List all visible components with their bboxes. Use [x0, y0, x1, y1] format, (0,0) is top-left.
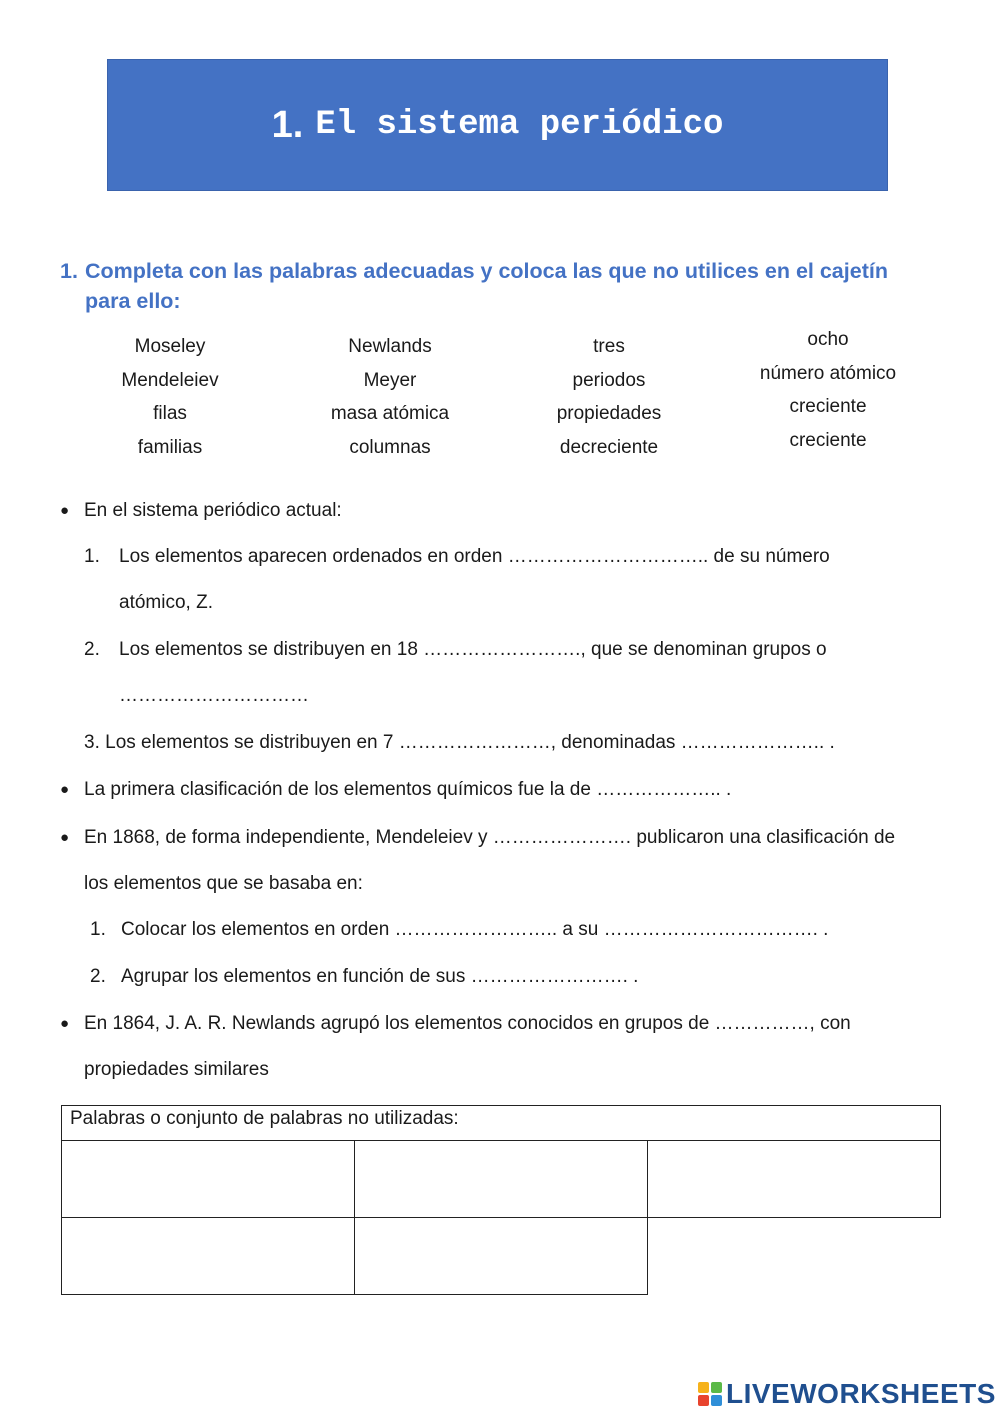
title-banner: [107, 59, 888, 191]
question-text: Completa con las palabras adecuadas y coloca las que no utilices en el cajetín para ello:: [85, 259, 888, 313]
word-bank-item[interactable]: decreciente: [559, 436, 659, 458]
word-bank-item[interactable]: masa atómica: [330, 403, 450, 424]
word-bank-item[interactable]: Newlands: [348, 336, 432, 357]
list-number: 1.: [84, 546, 100, 567]
answer-drop-cell[interactable]: [62, 1141, 355, 1218]
bullet-icon: ●: [60, 781, 70, 798]
sentence-line: atómico, Z.: [119, 592, 213, 613]
bullet-icon: ●: [60, 1015, 70, 1032]
word-bank-item[interactable]: número atómico: [759, 362, 897, 384]
logo-square: [711, 1395, 722, 1406]
answer-drop-cell[interactable]: [355, 1218, 648, 1295]
word-bank-item[interactable]: familias: [137, 436, 203, 458]
bullet-text: En 1864, J. A. R. Newlands agrupó los elementos conocidos en grupos de ……………, con: [84, 1013, 851, 1034]
bullet-text: En el sistema periódico actual:: [84, 500, 342, 521]
liveworksheets-logo: [698, 1378, 996, 1410]
logo-mark-icon: [698, 1382, 722, 1406]
title-number: 1.: [271, 103, 304, 146]
list-number: 1.: [90, 919, 106, 940]
word-bank-item[interactable]: tres: [593, 336, 625, 357]
word-bank-item[interactable]: creciente: [789, 396, 867, 417]
sentence-line: …………………………: [119, 685, 309, 706]
unused-words-table: [61, 1105, 941, 1295]
answer-drop-cell[interactable]: [355, 1141, 648, 1218]
sentence-line: Los elementos aparecen ordenados en orden ………………………….. de su número: [119, 546, 830, 567]
bullet-text: En 1868, de forma independiente, Mendeleiev y …………………. publicaron una clasificación de: [84, 827, 896, 848]
question-number: 1.: [60, 259, 78, 283]
page-title: El sistema periódico: [315, 106, 724, 144]
word-bank-item[interactable]: Moseley: [134, 336, 206, 357]
logo-square: [698, 1382, 709, 1393]
bullet-text: La primera clasificación de los elementos químicos fue la de ……………….. .: [84, 779, 732, 800]
logo-square: [711, 1382, 722, 1393]
bullet-icon: ●: [60, 502, 70, 519]
word-bank-item[interactable]: filas: [153, 403, 187, 424]
sentence-line: Agrupar los elementos en función de sus ……………………. .: [121, 966, 639, 987]
bullet-text: los elementos que se basaba en:: [84, 873, 363, 894]
answer-drop-cell[interactable]: [648, 1141, 941, 1218]
word-bank-item[interactable]: propiedades: [556, 403, 662, 424]
table-header: Palabras o conjunto de palabras no utilizadas:: [62, 1106, 941, 1141]
sentence-line: Colocar los elementos en orden …………………….. a su ……………………………. .: [121, 919, 829, 940]
bullet-icon: ●: [60, 829, 70, 846]
word-bank-item[interactable]: periodos: [572, 369, 646, 391]
word-bank-item[interactable]: Mendeleiev: [121, 369, 219, 391]
bullet-text: propiedades similares: [84, 1059, 269, 1080]
empty-cell: [648, 1218, 941, 1295]
word-bank-item[interactable]: ocho: [807, 329, 849, 350]
word-bank-column-2: [280, 330, 500, 464]
word-bank-column-4: [718, 323, 938, 457]
word-bank-item[interactable]: creciente: [789, 429, 867, 451]
word-bank-item[interactable]: Meyer: [363, 369, 417, 391]
logo-square: [698, 1395, 709, 1406]
question-heading: [60, 256, 900, 316]
brand-name: LIVEWORKSHEETS: [726, 1378, 996, 1409]
sentence-line: Los elementos se distribuyen en 18 ……………………., que se denominan grupos o: [119, 639, 827, 660]
sentence-line: 3. Los elementos se distribuyen en 7 ……………………, denominadas ………………….. .: [84, 732, 835, 753]
word-bank-item[interactable]: columnas: [349, 436, 431, 458]
list-number: 2.: [84, 639, 100, 660]
list-number: 2.: [90, 966, 106, 987]
word-bank-column-3: [499, 330, 719, 464]
answer-drop-cell[interactable]: [62, 1218, 355, 1295]
word-bank-column-1: [60, 330, 280, 464]
